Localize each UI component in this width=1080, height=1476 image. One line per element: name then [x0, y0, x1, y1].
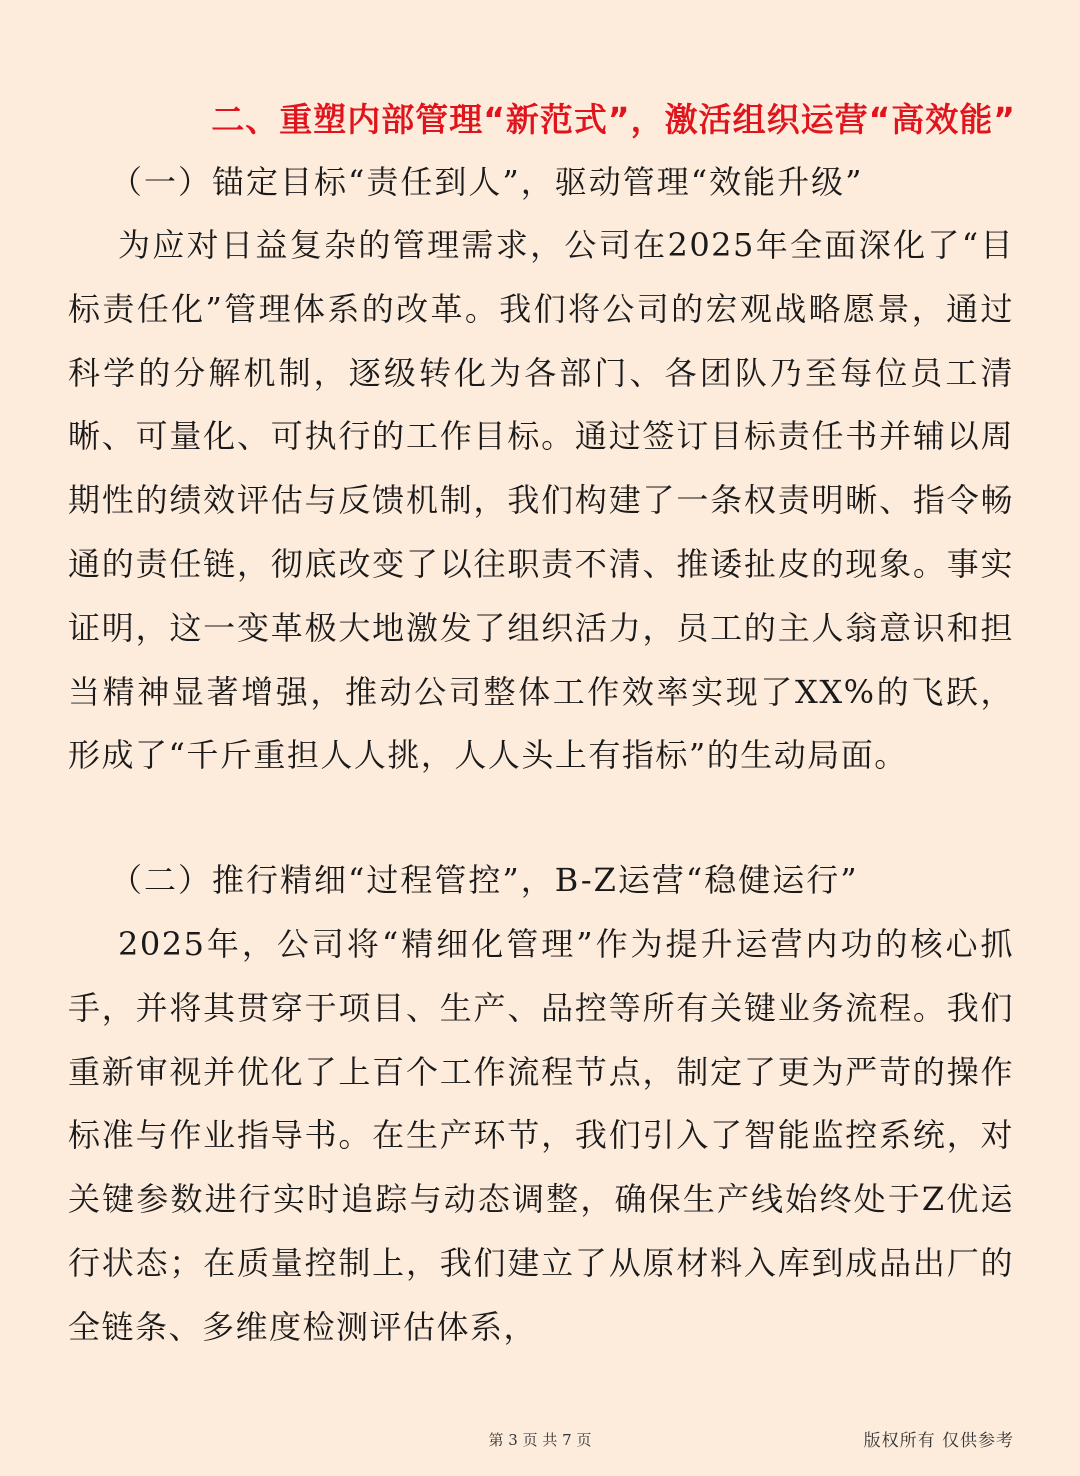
subsection-1-paragraph: 为应对日益复杂的管理需求，公司在2025年全面深化了“目标责任化”管理体系的改革。我们将公司的宏观战略愿景，通过科学的分解机制，逐级转化为各部门、各团队乃至每位员工清晰、可量化、可执行的工作目标。通过签订目标责任书并辅以周期性的绩效评估与反馈机制，我们构建了一条权责明晰、指令畅通的责任链，彻底改变了以往职责不清、推诿扯皮的现象。事实证明，这一变革极大地激发了组织活力，员工的主人翁意识和担当精神显著增强，推动公司整体工作效率实现了XX%的飞跃，形成了“千斤重担人人挑，人人头上有指标”的生动局面。 — [68, 226, 1014, 775]
subsection-2-title: （二）推行精细“过程管控”，B-Z运营“稳健运行” — [110, 861, 859, 899]
subsection-1-title: （一）锚定目标“责任到人”，驱动管理“效能升级” — [110, 163, 864, 201]
subsection-2-paragraph: 2025年，公司将“精细化管理”作为提升运营内功的核心抓手，并将其贯穿于项目、生产、品控等所有关键业务流程。我们重新审视并优化了上百个工作流程节点，制定了更为严苛的操作标准与作业指导书。在生产环节，我们引入了智能监控系统，对关键参数进行实时追踪与动态调整，确保生产线始终处于Z优运行状态；在质量控制上，我们建立了从原材料入库到成品出厂的全链条、多维度检测评估体系， — [68, 925, 1014, 1346]
section-heading: 二、重塑内部管理“新范式”，激活组织运营“高效能” — [211, 100, 1016, 139]
copyright-notice: 版权所有 仅供参考 — [863, 1431, 1014, 1451]
page-indicator: 第 3 页 共 7 页 — [488, 1431, 592, 1449]
